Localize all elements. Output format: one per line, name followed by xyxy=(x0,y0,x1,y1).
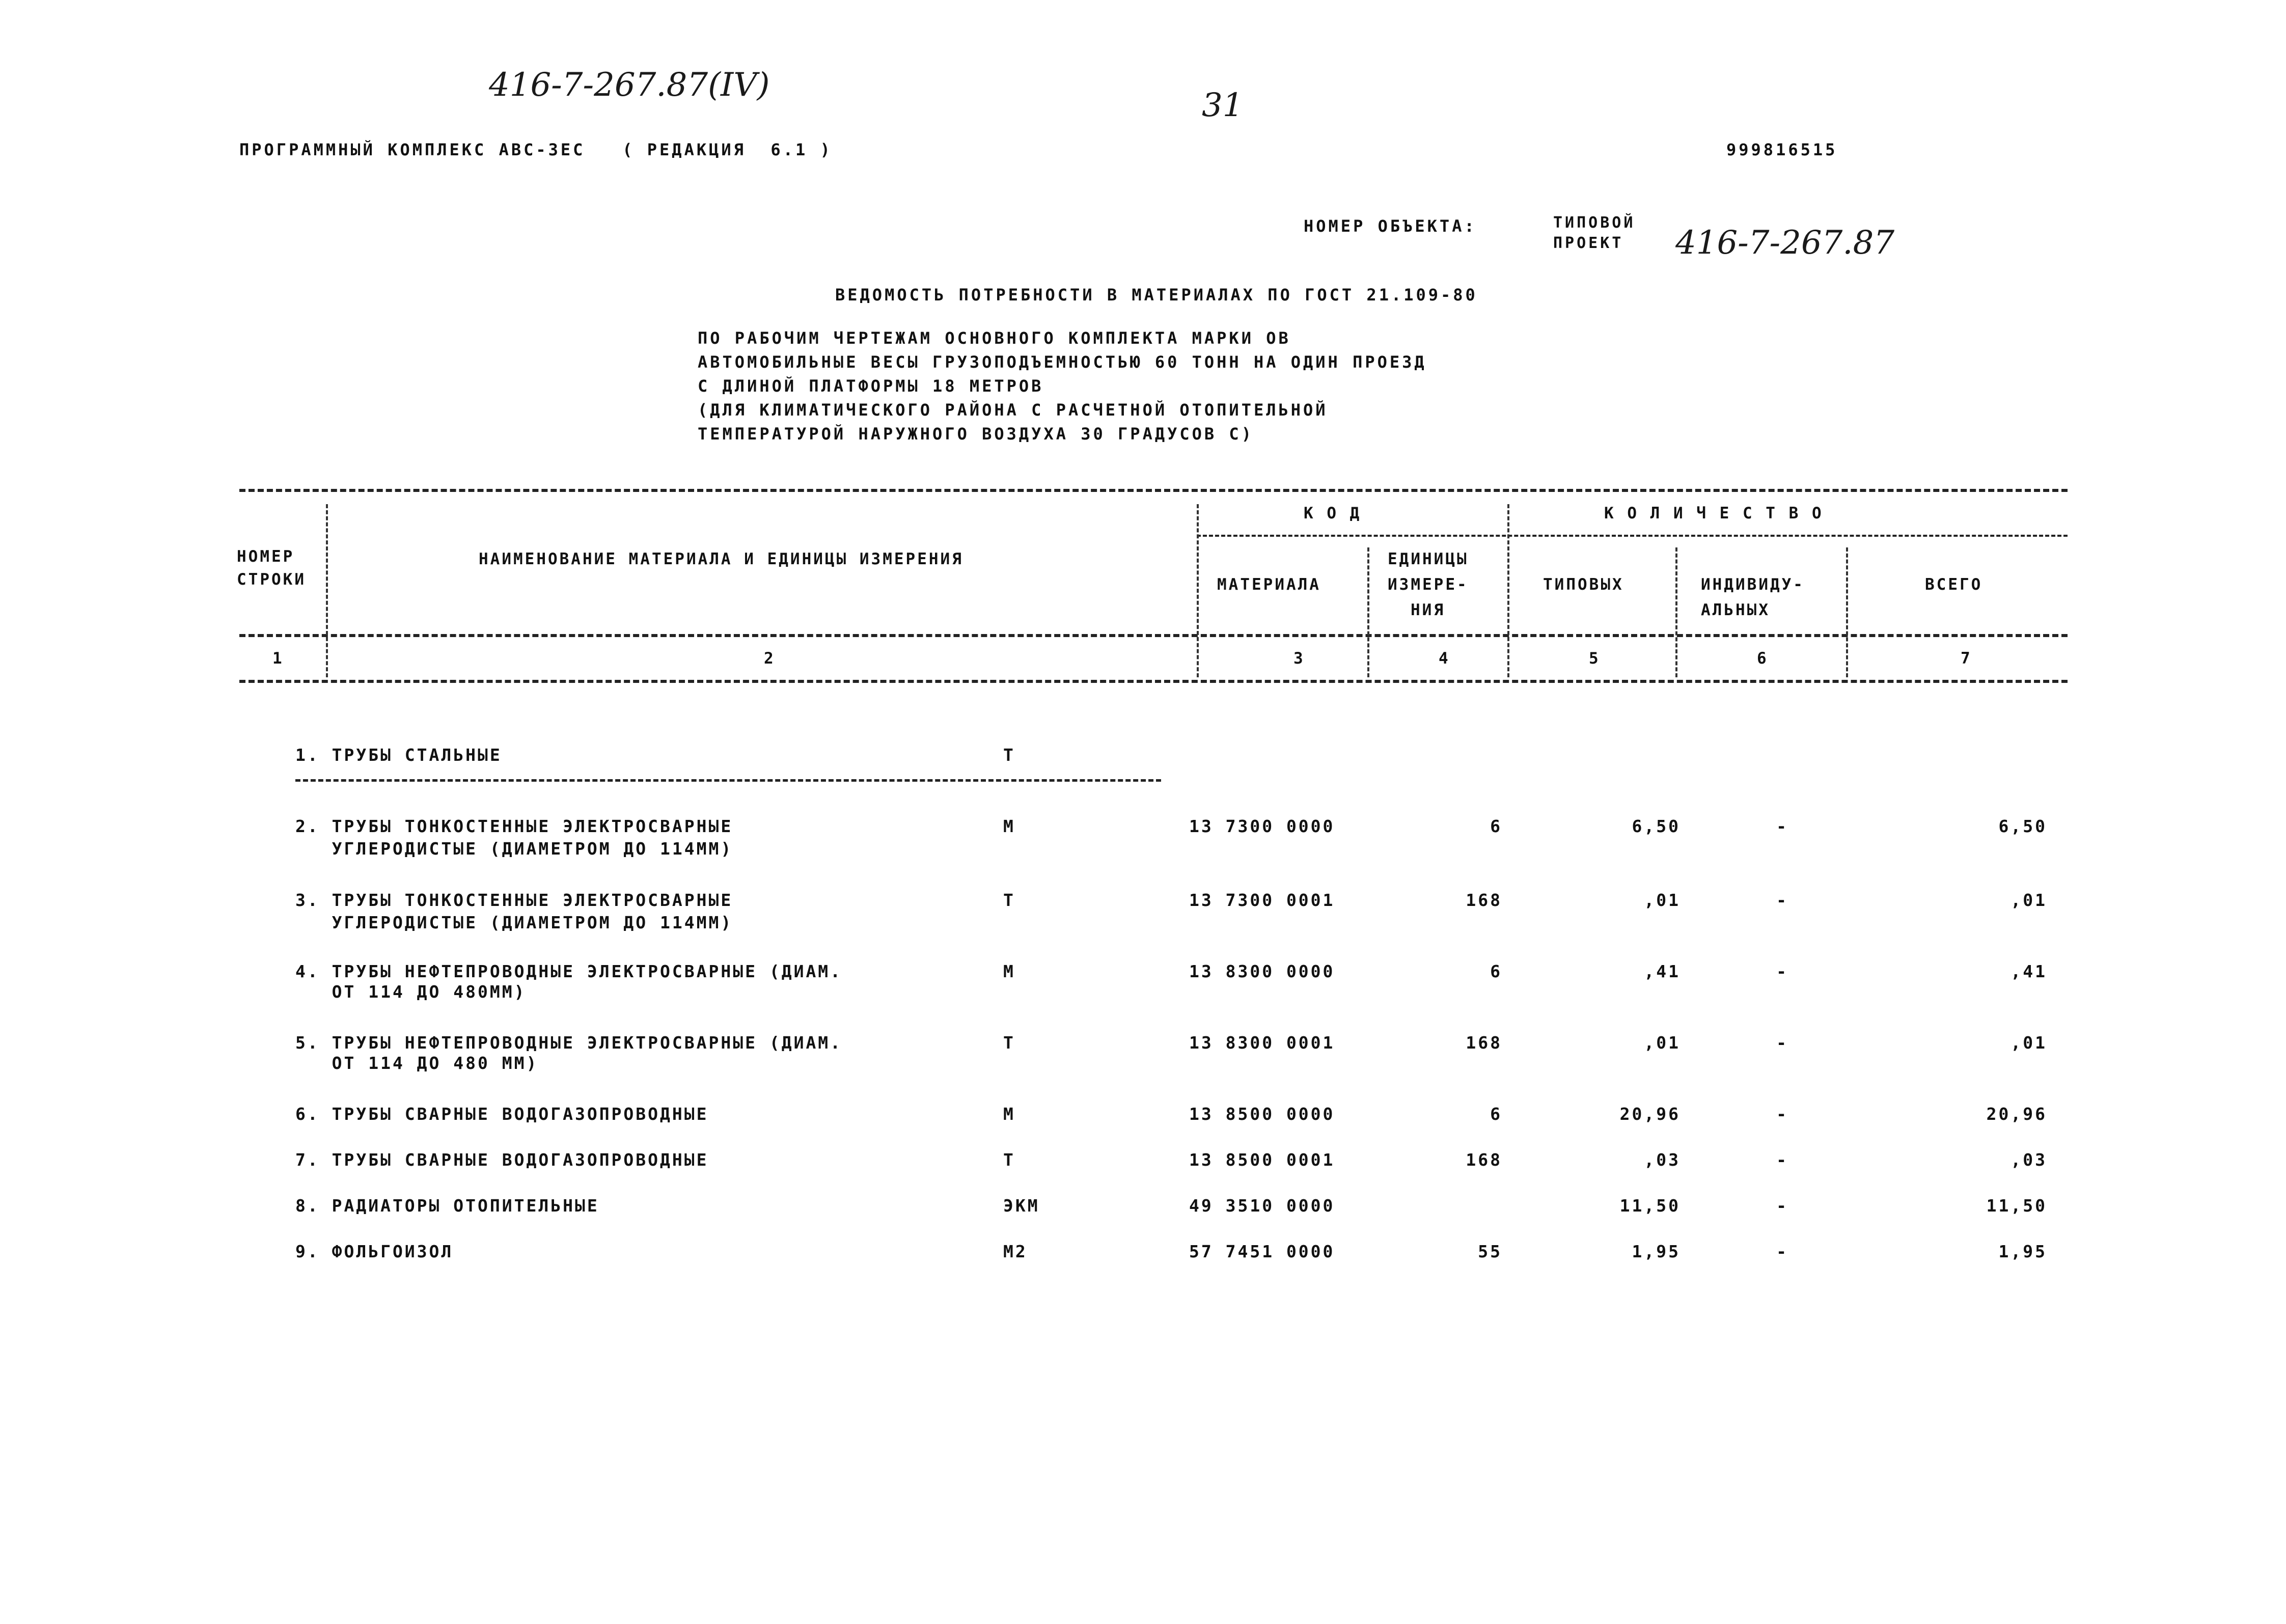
section-rule xyxy=(295,779,1161,782)
row-typical: 20,96 xyxy=(1619,1104,1681,1124)
handwritten-page-number: 31 xyxy=(1202,87,1244,124)
col-number-2: 2 xyxy=(764,649,776,668)
row-individual: - xyxy=(1776,890,1788,910)
header-individual-2: АЛЬНЫХ xyxy=(1701,601,1770,619)
table-row xyxy=(0,1240,2286,1296)
row-unit: М xyxy=(1003,1104,1015,1124)
header-row-number-1: НОМЕР xyxy=(237,547,295,566)
row-total: 6,50 xyxy=(1998,816,2047,836)
row-individual: - xyxy=(1776,961,1788,981)
row-total: 1,95 xyxy=(1998,1242,2047,1261)
row-unit-code: 168 xyxy=(1466,1150,1502,1170)
row-material-code: 13 8300 0000 xyxy=(1189,961,1335,981)
row-unit: М xyxy=(1003,961,1015,981)
row-unit-code: 168 xyxy=(1466,1033,1502,1053)
row-name-line1: 4. ТРУБЫ НЕФТЕПРОВОДНЫЕ ЭЛЕКТРОСВАРНЫЕ (ДИАМ. xyxy=(295,961,843,981)
row-unit: Т xyxy=(1003,745,1015,765)
row-typical: 6,50 xyxy=(1632,816,1681,836)
page-title: ВЕДОМОСТЬ ПОТРЕБНОСТИ В МАТЕРИАЛАХ ПО ГОСТ 21.109-80 xyxy=(835,285,1478,305)
row-name-line2: УГЛЕРОДИСТЫЕ (ДИАМЕТРОМ ДО 114ММ) xyxy=(295,913,733,932)
document-code: 999816515 xyxy=(1726,140,1838,159)
description-line-1: ПО РАБОЧИМ ЧЕРТЕЖАМ ОСНОВНОГО КОМПЛЕКТА МАРКИ ОВ xyxy=(698,328,1291,348)
description-line-5: ТЕМПЕРАТУРОЙ НАРУЖНОГО ВОЗДУХА 30 ГРАДУСОВ С) xyxy=(698,424,1254,444)
handwritten-doc-number: 416-7-267.87(IV) xyxy=(489,66,770,104)
header-individual-1: ИНДИВИДУ- xyxy=(1701,575,1805,594)
col-number-1: 1 xyxy=(272,649,284,668)
row-total: ,01 xyxy=(2010,890,2047,910)
col-sep-3 xyxy=(1367,547,1369,677)
row-unit-code: 6 xyxy=(1490,1104,1502,1124)
row-individual: - xyxy=(1776,1150,1788,1170)
row-unit: Т xyxy=(1003,1150,1015,1170)
row-unit: Т xyxy=(1003,890,1015,910)
col-sep-4 xyxy=(1507,504,1509,677)
col-sep-1 xyxy=(326,504,328,677)
col-sep-5 xyxy=(1675,547,1677,677)
object-value-line2: ПРОЕКТ xyxy=(1553,234,1624,252)
header-code-group: К О Д xyxy=(1304,504,1362,522)
row-unit-code: 6 xyxy=(1490,816,1502,836)
description-line-2: АВТОМОБИЛЬНЫЕ ВЕСЫ ГРУЗОПОДЪЕМНОСТЬЮ 60 ТОНН НА ОДИН ПРОЕЗД xyxy=(698,352,1427,372)
table-row xyxy=(0,889,2286,945)
row-material-code: 49 3510 0000 xyxy=(1189,1196,1335,1216)
row-unit: М xyxy=(1003,816,1015,836)
row-material-code: 13 8500 0001 xyxy=(1189,1150,1335,1170)
row-name-line1: 3. ТРУБЫ ТОНКОСТЕННЫЕ ЭЛЕКТРОСВАРНЫЕ xyxy=(295,890,733,910)
col-number-3: 3 xyxy=(1293,649,1305,668)
row-material-code: 13 8500 0000 xyxy=(1189,1104,1335,1124)
row-name-line2: ОТ 114 ДО 480ММ) xyxy=(295,982,527,1002)
object-label: НОМЕР ОБЪЕКТА: xyxy=(1304,216,1477,236)
row-material-code: 13 8300 0001 xyxy=(1189,1033,1335,1053)
row-unit: Т xyxy=(1003,1033,1015,1053)
description-line-4: (ДЛЯ КЛИМАТИЧЕСКОГО РАЙОНА С РАСЧЕТНОЙ ОТОПИТЕЛЬНОЙ xyxy=(698,400,1328,420)
row-total: 11,50 xyxy=(1986,1196,2047,1216)
row-unit: ЭКМ xyxy=(1003,1196,1040,1216)
row-individual: - xyxy=(1776,816,1788,836)
col-sep-2 xyxy=(1197,504,1199,677)
object-value-line1: ТИПОВОЙ xyxy=(1553,214,1636,232)
table-top-rule xyxy=(239,489,2068,492)
row-typical: ,01 xyxy=(1644,1033,1681,1053)
header-unit-3: НИЯ xyxy=(1411,601,1445,619)
header-total: ВСЕГО xyxy=(1925,575,1983,594)
row-total: ,41 xyxy=(2010,961,2047,981)
row-unit-code: 6 xyxy=(1490,961,1502,981)
row-material-code: 13 7300 0001 xyxy=(1189,890,1335,910)
row-individual: - xyxy=(1776,1242,1788,1261)
row-unit-code: 55 xyxy=(1478,1242,1502,1261)
table-row xyxy=(0,744,2286,800)
code-group-rule xyxy=(1197,535,2068,537)
row-individual: - xyxy=(1776,1104,1788,1124)
col-number-5: 5 xyxy=(1589,649,1601,668)
header-quantity-group: К О Л И Ч Е С Т В О xyxy=(1604,504,1824,522)
row-name-line2: ОТ 114 ДО 480 ММ) xyxy=(295,1053,539,1073)
row-individual: - xyxy=(1776,1033,1788,1053)
table-row xyxy=(0,960,2286,1016)
col-numbers-rule xyxy=(239,680,2068,683)
row-typical: ,01 xyxy=(1644,890,1681,910)
header-row-number-2: СТРОКИ xyxy=(237,570,306,589)
row-material-code: 13 7300 0000 xyxy=(1189,816,1335,836)
row-typical: ,41 xyxy=(1644,961,1681,981)
handwritten-project-number: 416-7-267.87 xyxy=(1675,224,1895,262)
row-typical: ,03 xyxy=(1644,1150,1681,1170)
row-total: ,01 xyxy=(2010,1033,2047,1053)
row-material-code: 57 7451 0000 xyxy=(1189,1242,1335,1261)
row-name-line1: 9. ФОЛЬГОИЗОЛ xyxy=(295,1242,454,1261)
header-typical: ТИПОВЫХ xyxy=(1543,575,1624,594)
row-name-line1: 8. РАДИАТОРЫ ОТОПИТЕЛЬНЫЕ xyxy=(295,1196,599,1216)
row-individual: - xyxy=(1776,1196,1788,1216)
row-typical: 11,50 xyxy=(1619,1196,1681,1216)
row-name-line1: 6. ТРУБЫ СВАРНЫЕ ВОДОГАЗОПРОВОДНЫЕ xyxy=(295,1104,709,1124)
row-typical: 1,95 xyxy=(1632,1242,1681,1261)
row-total: ,03 xyxy=(2010,1150,2047,1170)
table-row xyxy=(0,815,2286,871)
row-total: 20,96 xyxy=(1986,1104,2047,1124)
row-name-line1: 1. ТРУБЫ СТАЛЬНЫЕ xyxy=(295,745,502,765)
description-line-3: С ДЛИНОЙ ПЛАТФОРМЫ 18 МЕТРОВ xyxy=(698,376,1044,396)
col-sep-6 xyxy=(1846,547,1848,677)
program-line: ПРОГРАММНЫЙ КОМПЛЕКС АВС-ЗЕС ( РЕДАКЦИЯ 6.1 ) xyxy=(239,140,833,159)
row-name-line1: 2. ТРУБЫ ТОНКОСТЕННЫЕ ЭЛЕКТРОСВАРНЫЕ xyxy=(295,816,733,836)
header-unit-1: ЕДИНИЦЫ xyxy=(1388,550,1469,568)
row-unit-code: 168 xyxy=(1466,890,1502,910)
col-number-7: 7 xyxy=(1961,649,1972,668)
header-bottom-rule xyxy=(239,634,2068,637)
header-material: МАТЕРИАЛА xyxy=(1217,575,1321,594)
col-number-4: 4 xyxy=(1439,649,1450,668)
row-unit: М2 xyxy=(1003,1242,1028,1261)
row-name-line2: УГЛЕРОДИСТЫЕ (ДИАМЕТРОМ ДО 114ММ) xyxy=(295,839,733,859)
row-name-line1: 5. ТРУБЫ НЕФТЕПРОВОДНЫЕ ЭЛЕКТРОСВАРНЫЕ (ДИАМ. xyxy=(295,1033,843,1053)
header-unit-2: ИЗМЕРЕ- xyxy=(1388,575,1469,594)
row-name-line1: 7. ТРУБЫ СВАРНЫЕ ВОДОГАЗОПРОВОДНЫЕ xyxy=(295,1150,709,1170)
table-row xyxy=(0,1031,2286,1087)
col-number-6: 6 xyxy=(1757,649,1769,668)
header-name: НАИМЕНОВАНИЕ МАТЕРИАЛА И ЕДИНИЦЫ ИЗМЕРЕНИЯ xyxy=(479,550,963,568)
